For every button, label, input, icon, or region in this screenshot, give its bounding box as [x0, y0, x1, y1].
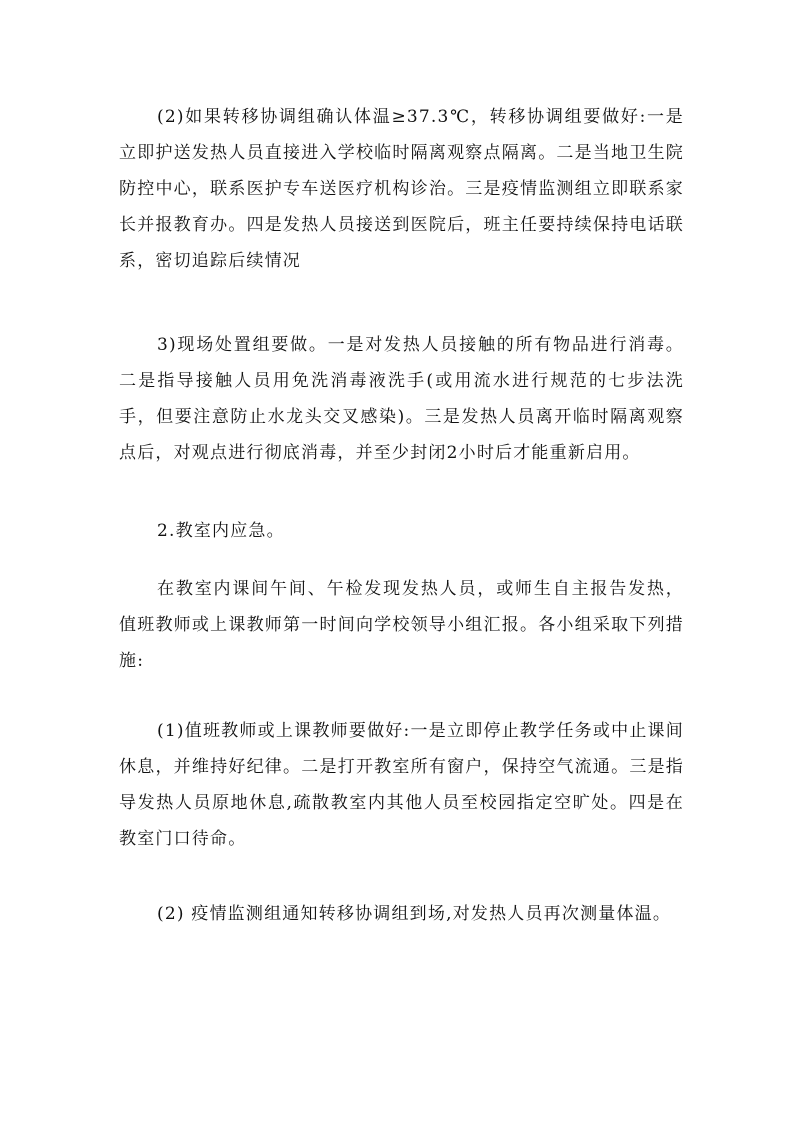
section-heading-classroom-emergency: 2.教室内应急。 — [157, 521, 285, 541]
paragraph-duty-teacher: (1)值班教师或上课教师要做好:一是立即停止教学任务或中止课间休息，并维持好纪律。二是打开教室所有窗户，保持空气流通。三是指导发热人员原地休息,疏散教室内其他人员至校园指定空旷处。四是在教室门口待命。 — [119, 721, 684, 849]
paragraph-epidemic-monitoring: (2) 疫情监测组通知转移协调组到场,对发热人员再次测量体温。 — [157, 904, 672, 924]
paragraph-classroom-discovery: 在教室内课间午间、午检发现发热人员，或师生自主报告发热，值班教师或上课教师第一时间向学校领导小组汇报。各小组采取下列措施: — [119, 579, 684, 671]
paragraph-transfer-coordination: (2)如果转移协调组确认体温≥37.3℃，转移协调组要做好:一是立即护送发热人员直接进入学校临时隔离观察点隔离。二是当地卫生院防控中心，联系医护专车送医疗机构诊治。三是疫情监测组立即联系家长并报教育办。四是发热人员接送到医院后，班主任要持续保持电话联系，密切追踪后续情况 — [119, 107, 684, 271]
paragraph-onsite-disposal: 3)现场处置组要做。一是对发热人员接触的所有物品进行消毒。二是指导接触人员用免洗消毒液洗手(或用流水进行规范的七步法洗手，但要注意防止水龙头交叉感染)。三是发热人员离开临时隔离观察点后，对观点进行彻底消毒，并至少封闭2小时后才能重新启用。 — [119, 335, 684, 463]
